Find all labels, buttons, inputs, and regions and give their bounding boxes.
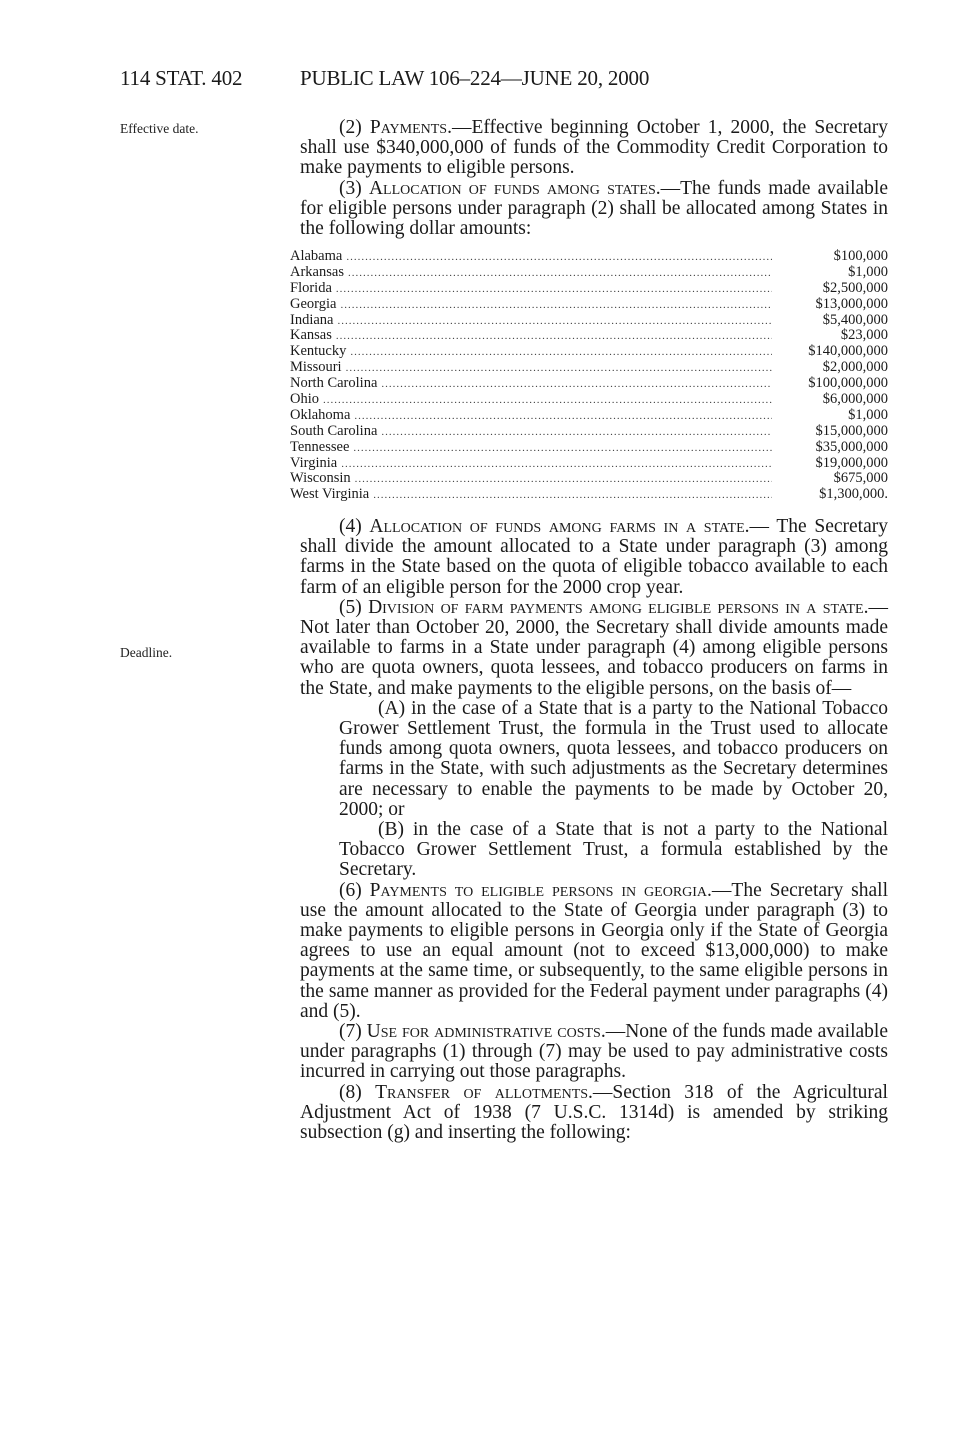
stat-page-reference: 114 STAT. 402 [120,66,243,90]
table-row: Missouri ..... $2,000,000 [290,360,888,376]
page-header [120,66,900,92]
dot-leader [323,393,772,409]
dot-leader [346,250,772,266]
paragraph-heading: Payments to eligible persons in georgia. [369,879,712,901]
dot-leader [373,488,772,504]
table-row: Florida ..... $2,500,000 [290,281,888,297]
dot-leader [354,409,772,425]
paragraph-5-division-of-farm-payments: (5) Division of farm payments among eligible persons in a state.—Not later than October 20, 2000, the Secretary shall divide amounts made available to farms in a State under paragraph (4) among eligible persons who are quota owners, quota lessees, and tobacco producers on farms in the State, and make payments to the eligible persons, on the basis of— [300,596,888,699]
state-allocation-table [290,249,888,503]
paragraph-3-allocation-among-states: (3) Allocation of funds among states.—The funds made available for eligible persons under paragraph (2) shall be allocated among States in the following dollar amounts: [300,177,889,240]
table-row: North Carolina ..... $100,000,000 [290,376,888,392]
dot-leader [340,298,772,314]
paragraph-4-allocation-among-farms: (4) Allocation of funds among farms in a state.— The Secretary shall divide the amount allocated to a State under paragraph (3) among farms in the State based on the quota of eligible tobacco available to each farm of an eligible person for the 2000 crop year. [300,516,888,598]
public-law-title: PUBLIC LAW 106–224—JUNE 20, 2000 [300,66,650,90]
dot-leader [381,377,772,393]
table-row: Georgia ..... $13,000,000 [290,297,888,313]
dot-leader [341,457,772,473]
paragraph-heading: Allocation of funds among states. [368,177,661,199]
dot-leader [348,266,772,282]
table-row: Alabama ..... $100,000 [290,249,888,265]
table-row: Oklahoma ..... $1,000 [290,408,888,424]
section-top [300,118,888,239]
dot-leader [336,329,772,345]
subparagraph-b: (B) in the case of a State that is not a party to the National Tobacco Grower Settlement Trust, a formula established by the Secretary. [339,819,888,881]
table-row: Arkansas ..... $1,000 [290,265,888,281]
table-row: Virginia ..... $19,000,000 [290,456,888,472]
table-row: South Carolina ..... $15,000,000 [290,424,888,440]
paragraph-6-payments-in-georgia: (6) Payments to eligible persons in georgia.—The Secretary shall use the amount allocated to the State of Georgia under paragraph (3) to make payments to eligible persons in Georgia only if the State of Georgia agrees to use an equal amount (not to exceed $13,000,000) to make payments at the same time, or subsequently, to the same eligible persons in the same manner as provided for the Federal payment under paragraphs (4) and (5). [300,879,888,1022]
paragraph-heading: Transfer of allotments. [375,1081,593,1103]
paragraph-7-administrative-costs: (7) Use for administrative costs.—None of the funds made available under paragraphs (1) through (7) may be used to pay administrative costs incurred in carrying out those paragraphs. [300,1021,888,1083]
dot-leader [350,345,772,361]
margin-note-effective-date: Effective date. [120,121,199,136]
table-row: Wisconsin ..... $675,000 [290,471,888,487]
table-row: Tennessee ..... $35,000,000 [290,440,888,456]
table-row: Ohio ..... $6,000,000 [290,392,888,408]
paragraph-heading: Payments. [369,117,452,138]
paragraph-8-transfer-of-allotments: (8) Transfer of allotments.—Section 318 of the Agricultural Adjustment Act of 1938 (7 U.S.C. 1314d) is amended by striking subsection (g) and inserting the following: [300,1081,888,1144]
subparagraph-a: (A) in the case of a State that is a party to the National Tobacco Grower Settlement Trust, the formula in the Trust used to allocate funds among quota owners, quota lessees, and tobacco producers on farms in the State, with such adjustments as the Secretary determines are necessary to enable the payments to be made by October 20, 2000; or [339,697,888,820]
paragraph-heading: Division of farm payments among eligible persons in a state. [368,596,869,618]
table-row: Indiana ..... $5,400,000 [290,313,888,329]
margin-note-deadline: Deadline. [120,645,173,660]
dot-leader [346,361,772,377]
paragraph-heading: Allocation of funds among farms in a state. [369,516,750,537]
dot-leader [336,282,772,298]
table-row: West Virginia ..... $1,300,000. [290,487,888,503]
paragraph-2-payments: (2) Payments.—Effective beginning October 1, 2000, the Secretary shall use $340,000,000 of funds of the Commodity Credit Corporation to make payments to eligible persons. [300,117,888,179]
table-row: Kansas ..... $23,000 [290,328,888,344]
dot-leader [353,441,772,457]
dot-leader [381,425,772,441]
section-bottom [300,517,888,1143]
paragraph-heading: Use for administrative costs. [366,1021,606,1043]
table-row: Kentucky ..... $140,000,000 [290,344,888,360]
dot-leader [337,314,772,330]
dot-leader [355,472,772,488]
